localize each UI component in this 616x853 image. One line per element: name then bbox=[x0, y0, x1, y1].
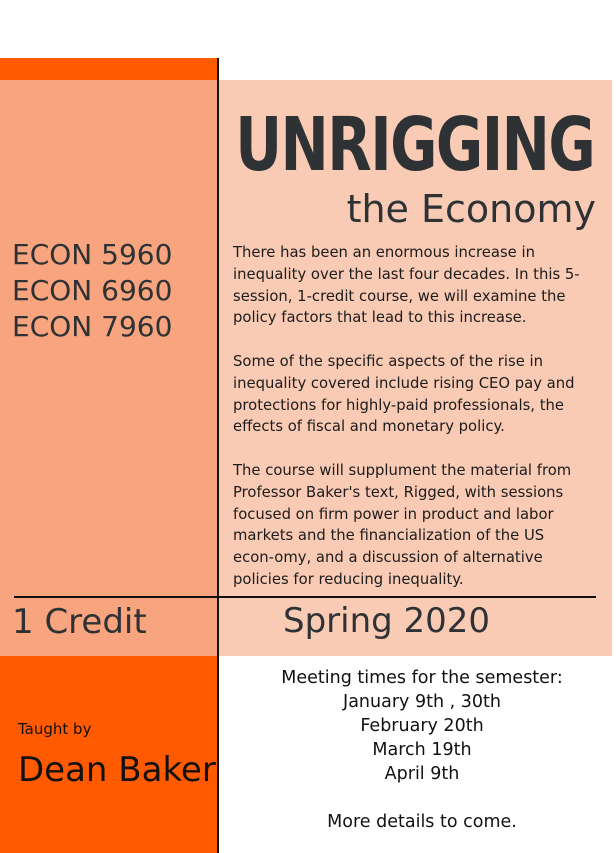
horizontal-divider bbox=[14, 596, 596, 598]
meeting-date: March 19th bbox=[372, 740, 472, 760]
poster-subtitle: the Economy bbox=[346, 187, 596, 231]
course-code-6960: ECON 6960 bbox=[12, 274, 173, 307]
term-label: Spring 2020 bbox=[283, 601, 491, 641]
poster-title: UNRIGGING bbox=[235, 102, 594, 188]
meeting-heading: Meeting times for the semester: bbox=[281, 668, 563, 688]
left-panel bbox=[0, 80, 218, 656]
more-details-note: More details to come. bbox=[327, 812, 517, 832]
meeting-date: April 9th bbox=[384, 764, 460, 784]
top-accent-bar bbox=[0, 58, 218, 80]
meeting-date: February 20th bbox=[360, 716, 484, 736]
vertical-divider bbox=[217, 58, 219, 853]
instructor-name: Dean Baker bbox=[18, 750, 216, 790]
credit-count: 1 Credit bbox=[12, 602, 147, 642]
description-paragraph: The course will supplument the material from Professor Baker's text, Rigged, with sessions focused on firm power in product and labor markets and the financialization of the US econ-omy, and a discussion of alternative policies for reducing inequality. bbox=[233, 461, 572, 588]
meeting-date: January 9th , 30th bbox=[343, 692, 501, 712]
description-paragraph: There has been an enormous increase in inequality over the last four decades. In this 5-session, 1-credit course, we will examine the policy factors that lead to this increase. bbox=[233, 244, 580, 327]
description-paragraph: Some of the specific aspects of the rise in inequality covered include rising CEO pay and protections for highly-paid professionals, the effects of fiscal and monetary policy. bbox=[233, 352, 575, 436]
course-description bbox=[233, 242, 583, 613]
meeting-times bbox=[236, 666, 608, 834]
taught-by-label: Taught by bbox=[18, 720, 92, 738]
course-code-7960: ECON 7960 bbox=[12, 310, 173, 343]
course-code-5960: ECON 5960 bbox=[12, 238, 173, 271]
